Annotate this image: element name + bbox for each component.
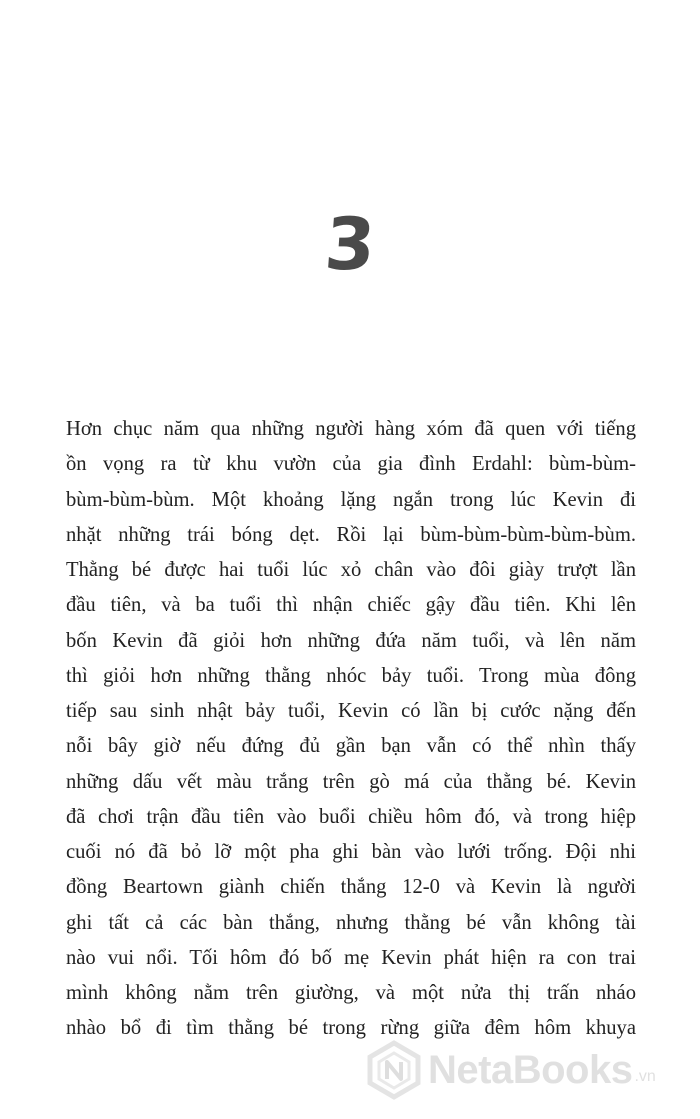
watermark-suffix: .vn (634, 1068, 656, 1085)
text-line: Hơn chục năm qua những người hàng xóm đã quen với tiếng (66, 418, 636, 440)
text-line: bùm-bùm-bùm. Một khoảng lặng ngắn trong lúc Kevin đi (66, 488, 636, 511)
chapter-body-text (66, 412, 636, 1047)
text-line: nào vui nổi. Tối hôm đó bố mẹ Kevin phát hiện ra con trai (66, 946, 636, 969)
text-line: nỗi bây giờ nếu đứng đủ gần bạn vẫn có thể nhìn thấy (66, 735, 636, 758)
text-line: đã chơi trận đầu tiên vào buổi chiều hôm đó, và trong hiệp (66, 805, 636, 828)
text-line: nhặt những trái bóng dẹt. Rồi lại bùm-bùm-bùm-bùm-bùm. (66, 523, 636, 546)
watermark (366, 1040, 700, 1100)
chapter-number: 3 (322, 202, 378, 286)
text-line: tiếp sau sinh nhật bảy tuổi, Kevin có lần bị cước nặng đến (66, 700, 636, 722)
text-line: ồn vọng ra từ khu vườn của gia đình Erdahl: bùm-bùm- (66, 453, 636, 476)
text-line: nhào bổ đi tìm thằng bé trong rừng giữa đêm hôm khuya (66, 1017, 636, 1040)
text-line: những dấu vết màu trắng trên gò má của thằng bé. Kevin (66, 770, 636, 793)
text-line: bốn Kevin đã giỏi hơn những đứa năm tuổi, và lên năm (66, 629, 636, 652)
text-line: Thằng bé được hai tuổi lúc xỏ chân vào đôi giày trượt lần (66, 559, 636, 581)
text-line: đồng Beartown giành chiến thắng 12-0 và Kevin là người (66, 876, 636, 899)
text-line: cuối nó đã bỏ lỡ một pha ghi bàn vào lưới trống. Đội nhi (66, 841, 636, 863)
text-line: ghi tất cả các bàn thắng, nhưng thằng bé vẫn không tài (66, 911, 636, 934)
text-line: mình không nằm trên giường, và một nửa thị trấn nháo (66, 982, 636, 1004)
text-line: đầu tiên, và ba tuổi thì nhận chiếc gậy đầu tiên. Khi lên (66, 594, 636, 617)
netabooks-logo-icon (366, 1040, 422, 1100)
watermark-brand: NetaBooks (428, 1047, 633, 1092)
text-line: thì giỏi hơn những thằng nhóc bảy tuổi. Trong mùa đông (66, 664, 636, 687)
